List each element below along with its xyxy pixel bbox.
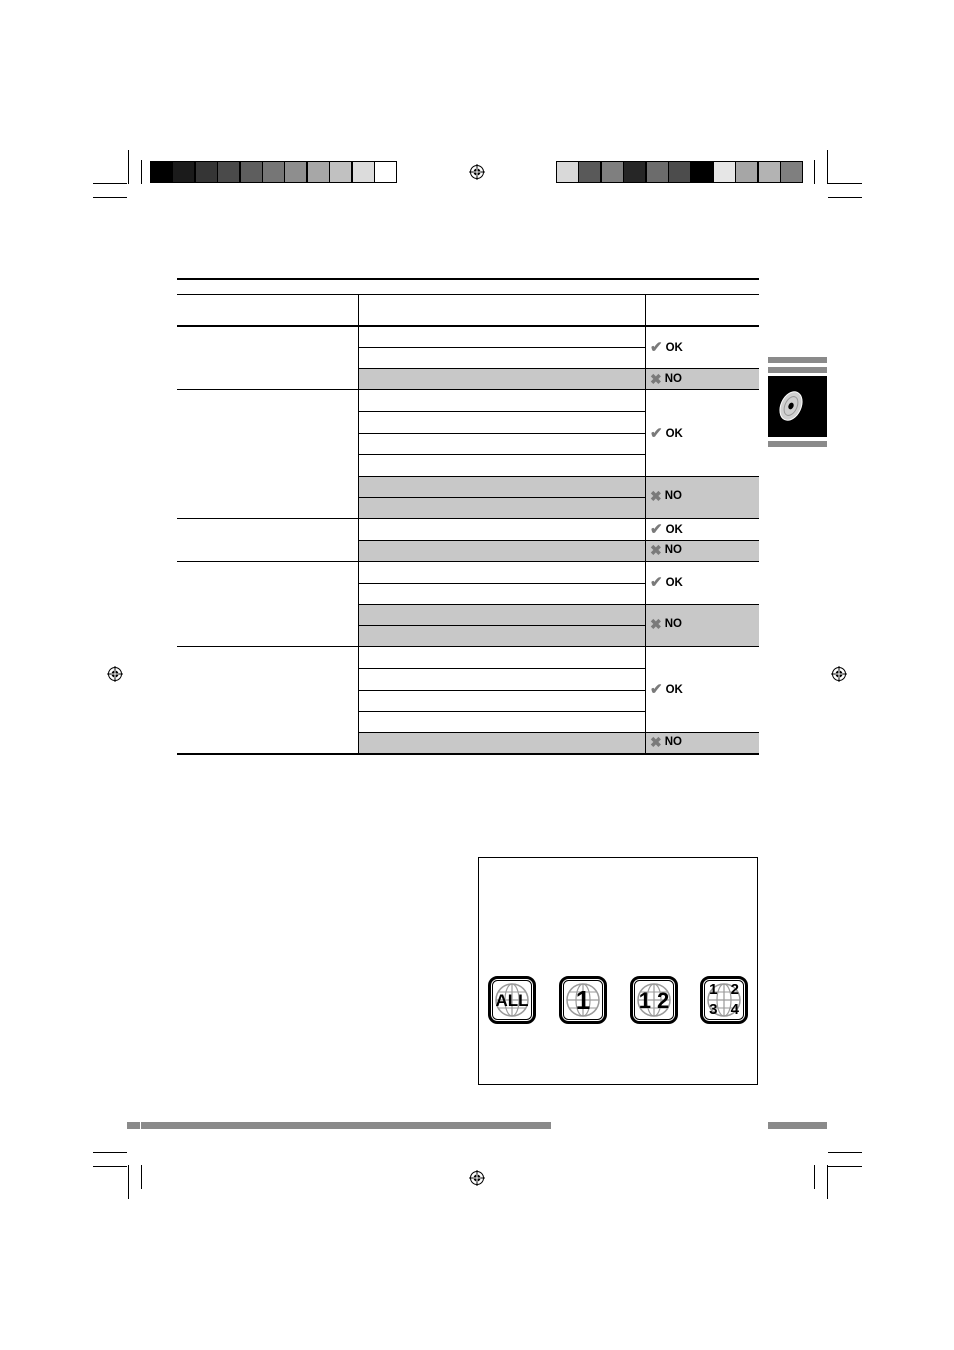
check-icon: ✔ xyxy=(650,425,663,442)
registration-target-icon xyxy=(107,666,123,682)
compat-ok-marker: ✔ OK xyxy=(650,521,683,538)
color-swatch xyxy=(262,161,285,183)
cross-icon: ✖ xyxy=(650,734,662,750)
color-swatch xyxy=(556,161,579,183)
registration-target-icon xyxy=(469,1170,485,1186)
color-swatch xyxy=(374,161,397,183)
region-12-label: 1 2 xyxy=(638,988,670,1013)
check-icon: ✔ xyxy=(650,521,663,538)
color-swatch xyxy=(217,161,240,183)
footer-bar-right xyxy=(768,1122,827,1129)
color-swatch xyxy=(758,161,781,183)
cross-icon: ✖ xyxy=(650,371,662,387)
region-1234-icon xyxy=(700,976,748,1024)
footer-bar-left xyxy=(127,1122,551,1129)
color-swatch xyxy=(307,161,330,183)
region-code-box xyxy=(478,857,758,1085)
cross-icon: ✖ xyxy=(650,488,662,504)
color-swatch xyxy=(713,161,736,183)
region-all-label: ALL xyxy=(495,991,529,1010)
compat-ok-marker: ✔ OK xyxy=(650,574,683,591)
compat-no-marker: ✖ NO xyxy=(650,616,682,632)
color-swatch xyxy=(623,161,646,183)
compat-no-marker: ✖ NO xyxy=(650,542,682,558)
region-12-icon xyxy=(630,976,678,1024)
cross-icon: ✖ xyxy=(650,616,662,632)
color-swatch xyxy=(240,161,263,183)
region-all-icon xyxy=(488,976,536,1024)
check-icon: ✔ xyxy=(650,681,663,698)
color-swatch xyxy=(690,161,713,183)
compat-ok-marker: ✔ OK xyxy=(650,339,683,356)
color-swatch xyxy=(195,161,218,183)
registration-target-icon xyxy=(831,666,847,682)
color-swatch xyxy=(780,161,803,183)
color-swatch xyxy=(329,161,352,183)
color-swatch xyxy=(668,161,691,183)
color-swatch xyxy=(352,161,375,183)
color-swatch xyxy=(150,161,173,183)
disc-icon xyxy=(778,389,804,423)
region-1234-label: 1 2 3 4 xyxy=(709,981,739,1018)
check-icon: ✔ xyxy=(650,574,663,591)
compat-ok-marker: ✔ OK xyxy=(650,425,683,442)
color-swatch xyxy=(646,161,669,183)
color-swatch xyxy=(601,161,624,183)
color-swatch xyxy=(172,161,195,183)
color-swatch xyxy=(284,161,307,183)
compat-no-marker: ✖ NO xyxy=(650,371,682,387)
compat-ok-marker: ✔ OK xyxy=(650,681,683,698)
cross-icon: ✖ xyxy=(650,542,662,558)
color-swatch xyxy=(735,161,758,183)
region-1-icon xyxy=(559,976,607,1024)
compat-no-marker: ✖ NO xyxy=(650,488,682,504)
compat-no-marker: ✖ NO xyxy=(650,734,682,750)
color-swatch xyxy=(578,161,601,183)
check-icon: ✔ xyxy=(650,339,663,356)
registration-target-icon xyxy=(469,164,485,180)
region-1-label: 1 xyxy=(575,985,591,1015)
